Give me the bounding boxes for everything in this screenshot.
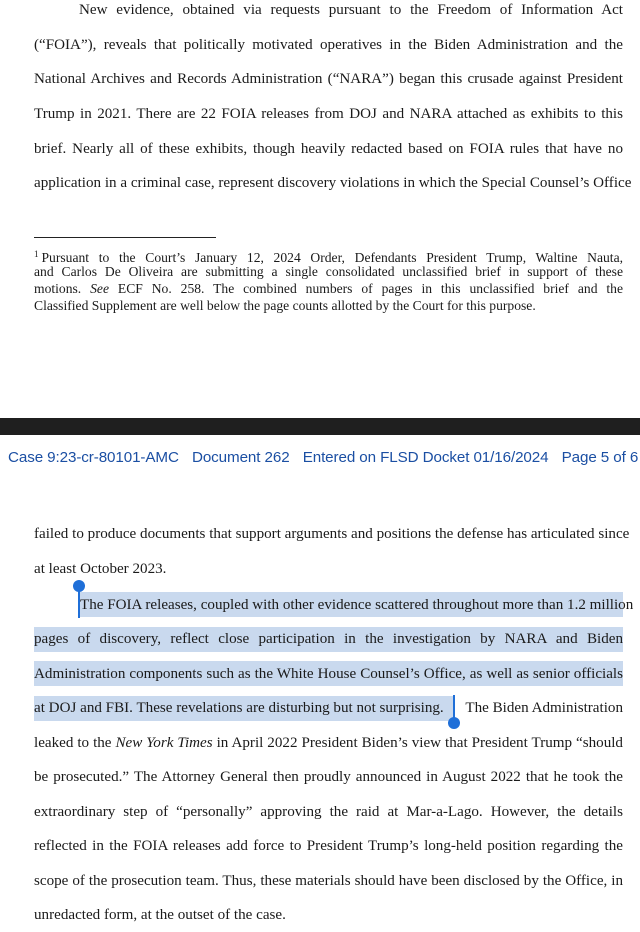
- body-text-line: scope of the prosecution team. Thus, these materials should have been disclosed by the Office, in: [34, 873, 623, 889]
- body-text-line: leaked to the New York Times in April 2022 President Biden’s view that President Trump “should: [34, 735, 623, 751]
- case-header-text: [8, 449, 640, 466]
- body-text-line: at least October 2023.: [34, 561, 167, 577]
- selected-text-line[interactable]: pages of discovery, reflect close participation in the investigation by NARA and Biden: [34, 631, 623, 647]
- body-text-line: unredacted form, at the outset of the case.: [34, 907, 286, 923]
- selected-text-line[interactable]: The FOIA releases, coupled with other evidence scattered throughout more than 1.2 million: [80, 597, 634, 613]
- body-text-line: extraordinary step of “personally” approving the raid at Mar-a-Lago. However, the details: [34, 804, 623, 820]
- footnote-marker: 1: [34, 249, 39, 259]
- footnote-line: $^1$ Pursuant to the Court’s January 12, 2024 Order, Defendants President Trump, Waltine Nauta,: [34, 249, 623, 265]
- document-page-top: [0, 0, 640, 418]
- selection-end-handle[interactable]: [448, 717, 460, 729]
- page-divider: [0, 418, 640, 435]
- body-text-line: Trump in 2021. There are 22 FOIA releases from DOJ and NARA attached as exhibits to this: [34, 106, 623, 122]
- footnote-separator: [34, 237, 216, 238]
- case-number: Case 9:23-cr-80101-AMC: [8, 449, 179, 466]
- footnote-line: and Carlos De Oliveira are submitting a single consolidated unclassified brief in support of these: [34, 264, 623, 279]
- body-text-line: reflected in the FOIA releases add force to President Trump’s long-held position regarding the: [34, 838, 623, 854]
- footnote-line: Classified Supplement are well below the page counts allotted by the Court for this purpose.: [34, 298, 536, 313]
- body-text-line: be prosecuted.” The Attorney General then proudly announced in August 2022 that he took the: [34, 769, 623, 785]
- body-text-line: (“FOIA”), reveals that politically motivated operatives in the Biden Administration and the: [34, 37, 623, 53]
- body-text-line: New evidence, obtained via requests pursuant to the Freedom of Information Act: [79, 2, 623, 18]
- document-number: Document 262: [191, 449, 290, 466]
- body-text-line: application in a criminal case, represent discovery violations in which the Special Counsel’s Office: [34, 175, 632, 191]
- selection-start-caret: [78, 588, 80, 618]
- docket-entry: Entered on FLSD Docket 01/16/2024: [302, 449, 549, 466]
- body-text-line: brief. Nearly all of these exhibits, though heavily redacted based on FOIA rules that have no: [34, 141, 623, 157]
- body-text-line: National Archives and Records Administration (“NARA”) began this crusade against President: [34, 71, 623, 87]
- selected-text-line[interactable]: at DOJ and FBI. These revelations are disturbing but not surprising.: [34, 700, 444, 716]
- mixed-text-line: [34, 698, 623, 718]
- selected-text-line[interactable]: Administration components such as the White House Counsel’s Office, as well as senior officials: [34, 666, 623, 682]
- body-text-line: failed to produce documents that support arguments and positions the defense has articulated since: [34, 526, 630, 542]
- body-text-fragment: The Biden Administration: [465, 700, 623, 716]
- footnote-line: motions. See ECF No. 258. The combined numbers of pages in this unclassified brief and the: [34, 281, 624, 296]
- page-indicator: Page 5 of 6: [561, 449, 639, 466]
